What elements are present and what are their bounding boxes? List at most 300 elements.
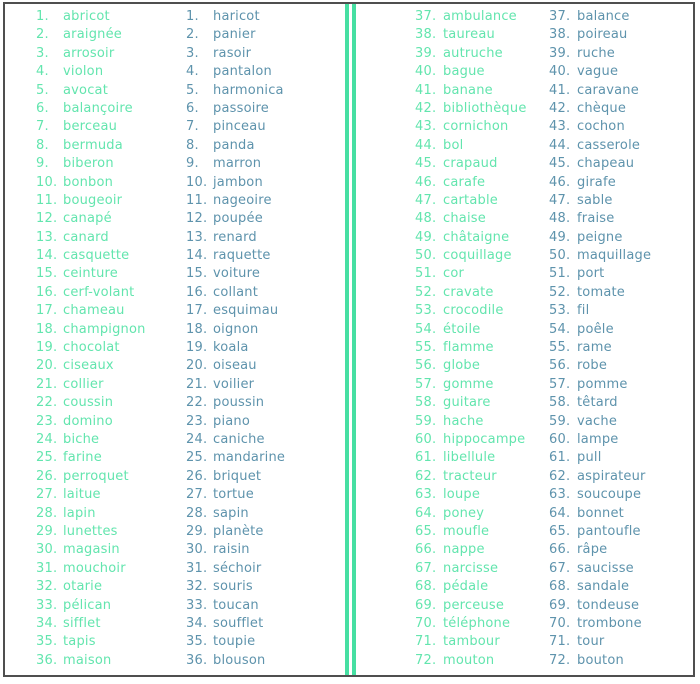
item-word: perroquet [63,468,129,484]
item-word: voiture [213,266,261,282]
item-word: canard [63,229,109,245]
item-number: 22. [186,395,208,411]
item-word: cochon [577,119,625,135]
list-item [36,63,186,81]
list-item [36,284,186,302]
list-item [186,63,344,81]
item-word: champignon [63,321,146,337]
item-word: fraise [577,211,615,227]
item-word: coussin [63,395,114,411]
item-number: 72. [415,652,437,668]
item-word: souris [213,579,253,595]
item-number: 52. [415,284,437,300]
item-word: cravate [443,284,494,300]
item-number: 52. [549,284,571,300]
item-word: bonnet [577,505,624,521]
list-item [186,284,344,302]
item-word: raquette [213,248,271,264]
item-number: 35. [186,634,208,650]
list-item [415,578,549,596]
item-number: 67. [415,560,437,576]
list-item [36,486,186,504]
item-number: 7. [36,119,49,135]
item-word: girafe [577,174,616,190]
list-item [186,541,344,559]
item-number: 71. [415,634,437,650]
item-word: carafe [443,174,486,190]
item-number: 26. [186,468,208,484]
list-item [36,578,186,596]
list-item [549,523,691,541]
item-word: marron [213,156,262,172]
item-word: biberon [63,156,114,172]
list-item [549,8,691,26]
item-number: 51. [415,266,437,282]
item-word: pinceau [213,119,266,135]
item-number: 45. [415,156,437,172]
list-item [415,597,549,615]
list-item [186,8,344,26]
item-number: 46. [549,174,571,190]
item-word: tortue [213,487,254,503]
item-number: 60. [415,431,437,447]
item-number: 12. [186,211,208,227]
item-number: 32. [36,579,58,595]
list-item [415,652,549,670]
item-number: 56. [549,358,571,374]
item-word: chèque [577,100,627,116]
item-word: saucisse [577,560,634,576]
item-number: 48. [415,211,437,227]
item-word: châtaigne [443,229,510,245]
item-number: 34. [36,615,58,631]
item-number: 14. [36,248,58,264]
item-number: 16. [186,284,208,300]
item-number: 44. [549,137,571,153]
item-word: soufflet [213,615,264,631]
item-number: 23. [186,413,208,429]
item-word: taureau [443,27,495,43]
item-word: casquette [63,248,130,264]
item-word: esquimau [213,303,279,319]
list-item [415,339,549,357]
item-word: pédale [443,579,489,595]
item-number: 53. [415,303,437,319]
list-item [549,63,691,81]
item-word: maison [63,652,112,668]
item-word: mouchoir [63,560,126,576]
word-list-column-2 [186,8,344,670]
list-item [36,413,186,431]
item-number: 11. [186,192,208,208]
item-word: casserole [577,137,641,153]
list-item [36,118,186,136]
list-item [36,541,186,559]
item-number: 37. [549,9,571,24]
item-word: rasoir [213,45,252,61]
item-number: 24. [186,431,208,447]
item-number: 15. [36,266,58,282]
item-word: tondeuse [577,597,640,613]
item-number: 9. [186,156,199,172]
list-item [186,321,344,339]
list-item [415,523,549,541]
item-number: 31. [36,560,58,576]
list-item [186,597,344,615]
list-item [186,247,344,265]
item-number: 10. [36,174,58,190]
item-number: 32. [186,579,208,595]
item-word: bonbon [63,174,114,190]
list-item [186,265,344,283]
item-number: 5. [36,82,49,98]
item-number: 19. [186,340,208,356]
item-number: 48. [549,211,571,227]
item-word: chaise [443,211,486,227]
list-item [36,615,186,633]
list-item [186,155,344,173]
item-word: poireau [577,27,628,43]
item-word: narcisse [443,560,499,576]
list-item [186,339,344,357]
item-number: 17. [36,303,58,319]
list-item [549,560,691,578]
item-word: balance [577,9,630,24]
item-number: 38. [415,27,437,43]
item-word: magasin [63,542,120,558]
item-word: haricot [213,9,260,24]
list-item [549,431,691,449]
item-number: 8. [186,137,199,153]
item-word: piano [213,413,251,429]
list-item [36,652,186,670]
item-number: 50. [549,248,571,264]
list-item [415,486,549,504]
item-word: tomate [577,284,625,300]
item-word: bol [443,137,464,153]
item-number: 58. [415,395,437,411]
item-number: 43. [549,119,571,135]
list-item [549,541,691,559]
list-item [549,174,691,192]
item-word: oiseau [213,358,257,374]
list-item [186,229,344,247]
list-item [415,26,549,44]
item-word: crapaud [443,156,498,172]
list-item [186,376,344,394]
item-word: araignée [63,27,122,43]
item-number: 68. [549,579,571,595]
list-item [36,560,186,578]
item-number: 18. [186,321,208,337]
item-word: port [577,266,605,282]
item-number: 46. [415,174,437,190]
list-item [415,100,549,118]
item-number: 60. [549,431,571,447]
list-item [186,505,344,523]
list-item [36,265,186,283]
item-number: 70. [549,615,571,631]
list-item [415,118,549,136]
list-item [549,486,691,504]
item-word: harmonica [213,82,284,98]
list-item [36,321,186,339]
list-item [549,247,691,265]
item-word: sable [577,192,613,208]
item-word: caravane [577,82,639,98]
list-item [186,118,344,136]
item-word: lunettes [63,523,118,539]
list-item [36,431,186,449]
list-item [36,597,186,615]
item-number: 40. [549,64,571,80]
item-number: 53. [549,303,571,319]
item-word: tambour [443,634,500,650]
list-item [415,45,549,63]
item-word: bouton [577,652,624,668]
list-item [36,633,186,651]
item-number: 23. [36,413,58,429]
item-word: panier [213,27,256,43]
item-number: 62. [549,468,571,484]
item-word: libellule [443,450,496,466]
list-item [186,449,344,467]
item-number: 18. [36,321,58,337]
item-word: rame [577,340,612,356]
list-item [186,652,344,670]
item-word: bibliothèque [443,100,527,116]
item-number: 28. [186,505,208,521]
list-item [415,302,549,320]
item-word: ceinture [63,266,118,282]
item-number: 65. [549,523,571,539]
list-item [415,247,549,265]
center-divider-line-left [345,4,349,675]
word-list-column-4 [549,8,691,670]
item-number: 3. [186,45,199,61]
list-item [549,45,691,63]
item-word: otarie [63,579,103,595]
list-item [415,505,549,523]
item-word: briquet [213,468,262,484]
list-item [36,449,186,467]
item-word: canapé [63,211,112,227]
word-list-column-3 [415,8,549,670]
list-item [36,247,186,265]
item-number: 30. [36,542,58,558]
item-number: 57. [549,376,571,392]
list-item [186,137,344,155]
item-word: maquillage [577,248,652,264]
list-item [186,633,344,651]
list-item [549,597,691,615]
list-item [549,210,691,228]
item-word: ambulance [443,9,517,24]
item-word: chapeau [577,156,635,172]
item-number: 2. [36,27,49,43]
list-item [415,468,549,486]
item-number: 43. [415,119,437,135]
item-word: aspirateur [577,468,646,484]
list-item [415,413,549,431]
item-word: pantoufle [577,523,641,539]
center-divider-line-right [352,4,356,675]
item-number: 64. [415,505,437,521]
list-item [549,505,691,523]
list-item [36,45,186,63]
item-number: 39. [415,45,437,61]
item-word: avocat [63,82,109,98]
item-word: vague [577,64,619,80]
item-number: 51. [549,266,571,282]
item-word: chameau [63,303,125,319]
list-item [549,339,691,357]
item-number: 63. [549,487,571,503]
item-number: 36. [36,652,58,668]
list-item [549,633,691,651]
item-number: 45. [549,156,571,172]
item-word: vache [577,413,618,429]
item-number: 15. [186,266,208,282]
list-item [415,449,549,467]
item-word: hippocampe [443,431,526,447]
list-item [186,468,344,486]
item-number: 13. [186,229,208,245]
list-item [549,615,691,633]
item-number: 50. [415,248,437,264]
item-number: 14. [186,248,208,264]
list-item [186,82,344,100]
item-number: 33. [36,597,58,613]
item-number: 12. [36,211,58,227]
item-number: 58. [549,395,571,411]
item-word: pull [577,450,602,466]
word-list-column-1 [36,8,186,670]
list-item [36,505,186,523]
list-item [186,174,344,192]
item-number: 4. [186,64,199,80]
item-word: passoire [213,100,269,116]
item-number: 27. [36,487,58,503]
list-item [36,82,186,100]
item-word: domino [63,413,113,429]
item-number: 4. [36,64,49,80]
item-number: 21. [186,376,208,392]
item-word: biche [63,431,100,447]
item-number: 29. [36,523,58,539]
item-number: 31. [186,560,208,576]
item-number: 41. [549,82,571,98]
item-number: 47. [415,192,437,208]
list-item [186,431,344,449]
item-number: 38. [549,27,571,43]
item-word: mandarine [213,450,286,466]
item-word: violon [63,64,104,80]
item-word: laitue [63,487,101,503]
item-number: 28. [36,505,58,521]
list-item [36,229,186,247]
item-number: 10. [186,174,208,190]
list-item [415,265,549,283]
item-number: 61. [415,450,437,466]
item-number: 6. [186,100,199,116]
list-item [549,265,691,283]
item-number: 72. [549,652,571,668]
item-number: 20. [36,358,58,374]
list-item [186,302,344,320]
list-item [415,541,549,559]
item-word: bague [443,64,485,80]
item-number: 71. [549,634,571,650]
item-number: 29. [186,523,208,539]
list-item [36,137,186,155]
list-item [549,357,691,375]
list-item [36,376,186,394]
list-item [415,376,549,394]
list-item [549,302,691,320]
list-item [186,413,344,431]
item-word: jambon [213,174,263,190]
item-word: bermuda [63,137,123,153]
item-number: 47. [549,192,571,208]
list-item [36,8,186,26]
list-item [415,192,549,210]
item-word: poêle [577,321,614,337]
item-word: toucan [213,597,259,613]
item-number: 17. [186,303,208,319]
list-item [549,82,691,100]
item-number: 42. [415,100,437,116]
item-number: 61. [549,450,571,466]
list-item [36,523,186,541]
list-item [186,578,344,596]
item-word: cornichon [443,119,509,135]
item-number: 55. [415,340,437,356]
item-word: globe [443,358,481,374]
item-number: 1. [186,9,199,24]
item-number: 67. [549,560,571,576]
item-word: arrosoir [63,45,115,61]
item-word: tour [577,634,605,650]
item-number: 9. [36,156,49,172]
item-number: 55. [549,340,571,356]
item-number: 69. [415,597,437,613]
list-item [549,468,691,486]
list-item [36,100,186,118]
list-item [415,431,549,449]
list-item [415,394,549,412]
item-word: blouson [213,652,266,668]
item-number: 57. [415,376,437,392]
item-word: lapin [63,505,96,521]
item-word: caniche [213,431,265,447]
list-item [415,210,549,228]
list-item [415,615,549,633]
item-number: 34. [186,615,208,631]
item-number: 26. [36,468,58,484]
item-word: voilier [213,376,255,392]
item-number: 54. [415,321,437,337]
item-word: bougeoir [63,192,123,208]
item-word: nappe [443,542,485,558]
list-item [186,357,344,375]
item-number: 44. [415,137,437,153]
list-item [415,229,549,247]
item-number: 49. [549,229,571,245]
list-item [549,100,691,118]
item-word: guitare [443,395,491,411]
item-number: 68. [415,579,437,595]
